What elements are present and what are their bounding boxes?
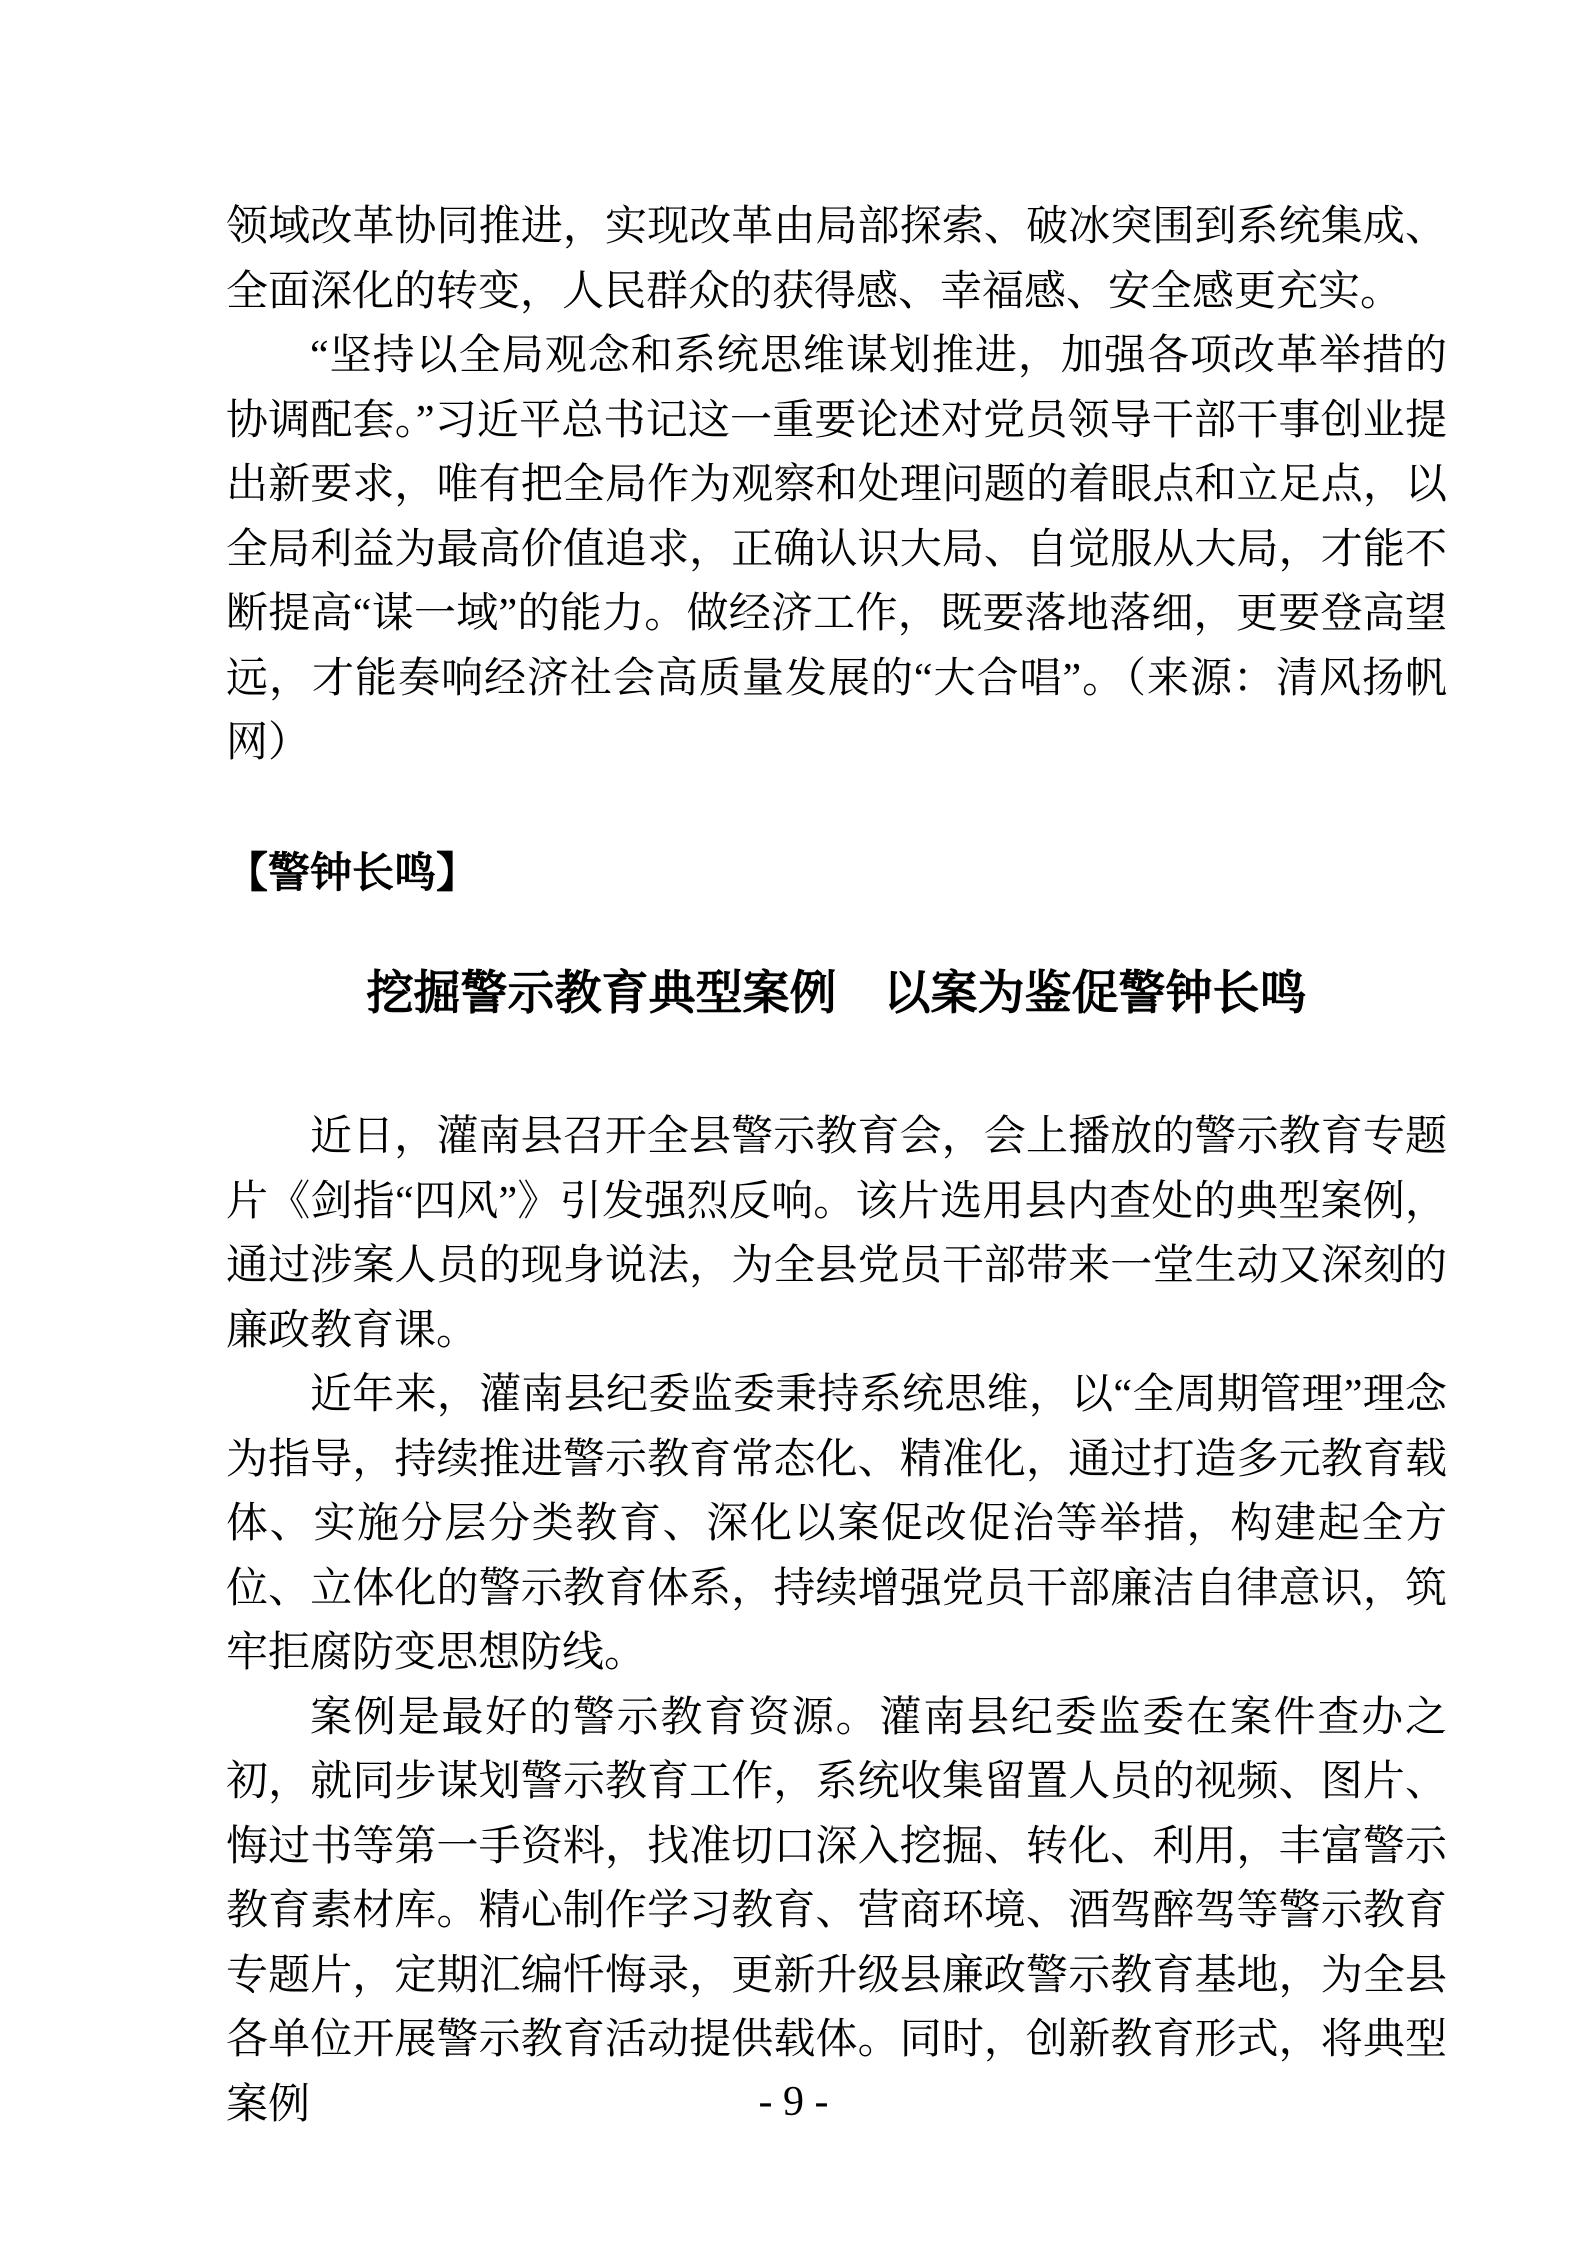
page-number: - 9 - — [758, 2079, 829, 2125]
section-header: 【警钟长鸣】 — [226, 850, 479, 897]
article-paragraph-3: 案例是最好的警示教育资源。灌南县纪委监委在案件查办之初，就同步谋划警示教育工作，系统收集留置人员的视频、图片、悔过书等第一手资料，找准切口深入挖掘、转化、利用，丰富警示教育素材库。精心制作学习教育、营商环境、酒驾醉驾等警示教育专题片，定期汇编忏悔录，更新升级县廉政警示教育基地，为全县各单位开展警示教育活动提供载体。同时，创新教育形式，将典型案例 — [226, 1694, 1447, 2128]
page-body — [226, 195, 1447, 2137]
article-paragraph-1: 近日，灌南县召开全县警示教育会，会上播放的警示教育专题片《剑指“四风”》引发强烈反响。该片选用县内查处的典型案例，通过涉案人员的现身说法，为全县党员干部带来一堂生动又深刻的廉政教育课。 — [226, 1114, 1447, 1354]
paragraph-continued: 领域改革协同推进，实现改革由局部探索、破冰突围到系统集成、全面深化的转变，人民群众的获得感、幸福感、安全感更充实。 — [226, 204, 1447, 315]
article-title: 挖掘警示教育典型案例 以案为鉴促警钟长鸣 — [366, 968, 1307, 1020]
article-paragraph-2: 近年来，灌南县纪委监委秉持系统思维，以“全周期管理”理念为指导，持续推进警示教育常态化、精准化，通过打造多元教育载体、实施分层分类教育、深化以案促改促治等举措，构建起全方位、立体化的警示教育体系，持续增强党员干部廉洁自律意识，筑牢拒腐防变思想防线。 — [226, 1372, 1447, 1676]
paragraph-quote: “坚持以全局观念和系统思维谋划推进，加强各项改革举措的协调配套。”习近平总书记这一重要论述对党员领导干部干事创业提出新要求，唯有把全局作为观察和处理问题的着眼点和立足点，以全局利益为最高价值追求，正确认识大局、自觉服从大局，才能不断提高“谋一域”的能力。做经济工作，既要落地落细，更要登高望远，才能奏响经济社会高质量发展的“大合唱”。（来源：清风扬帆网） — [226, 333, 1447, 766]
